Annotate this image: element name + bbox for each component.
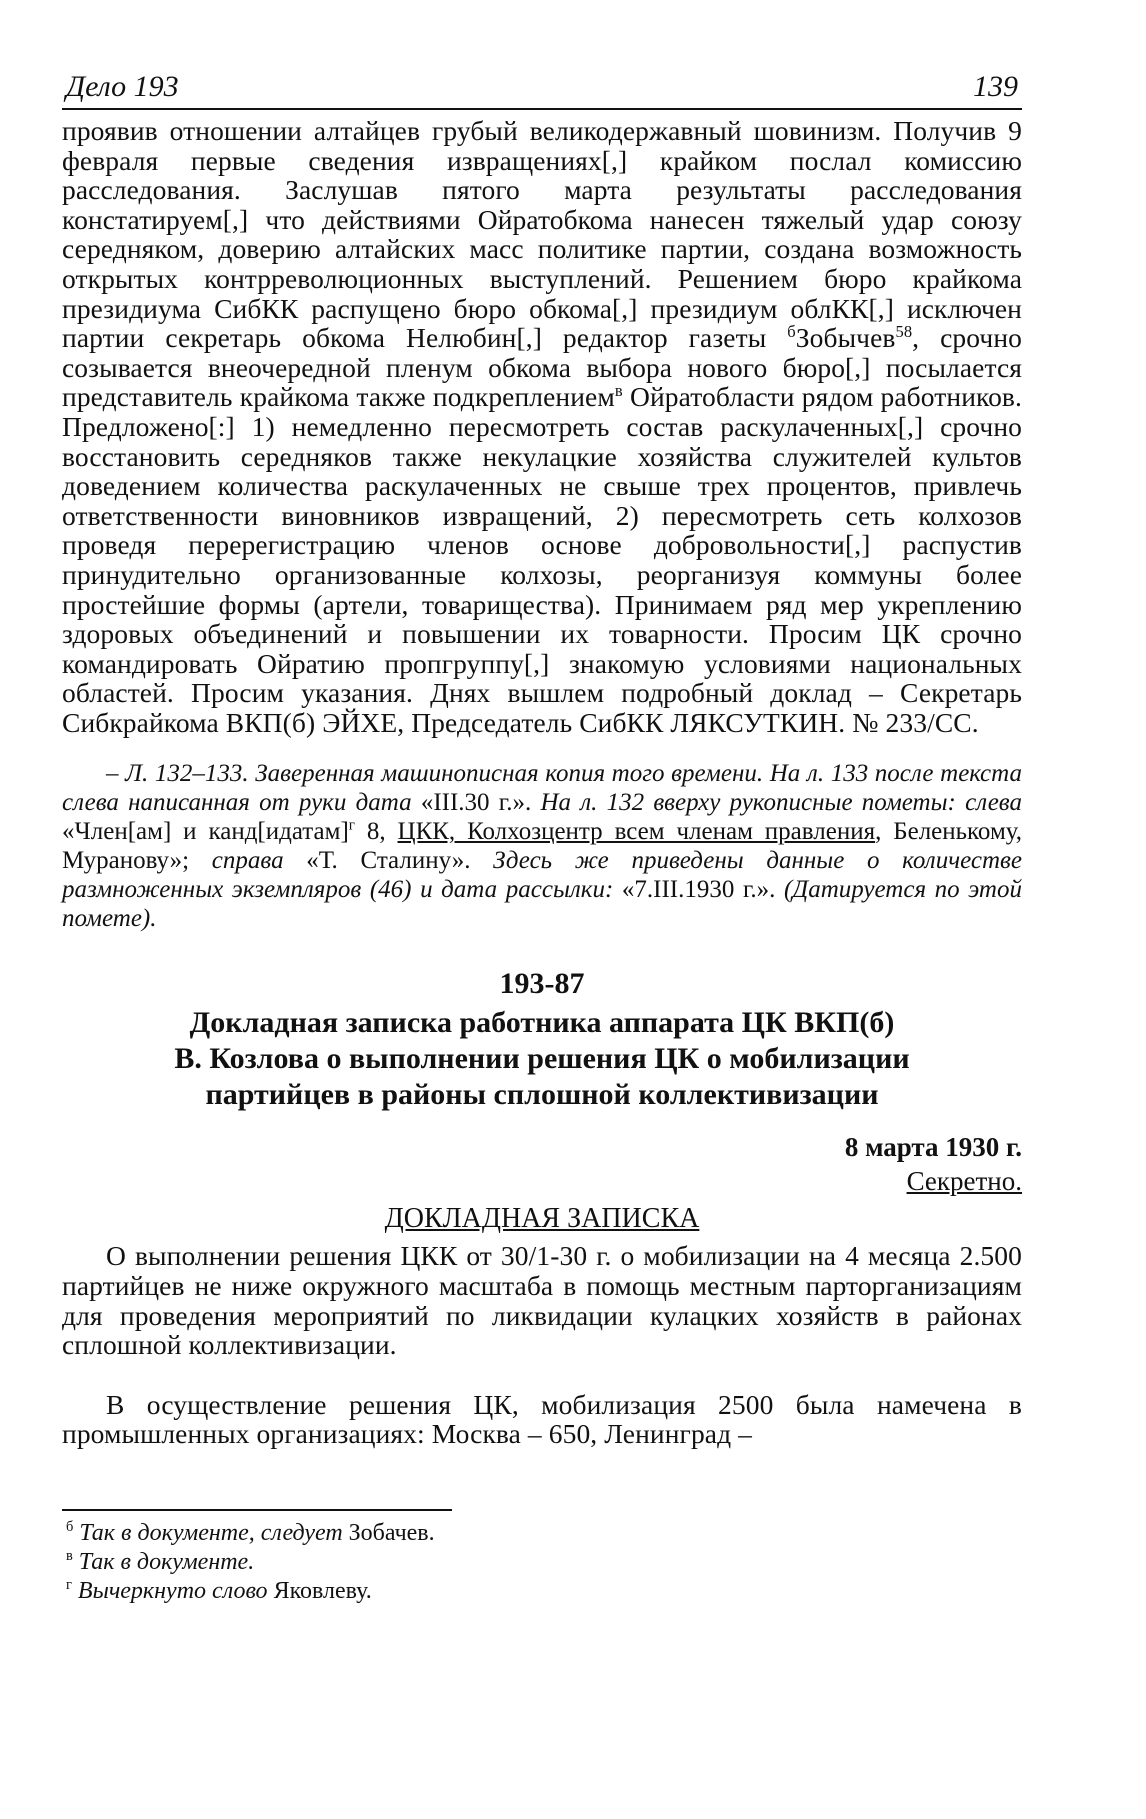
footnote-item: $^г$ Вычеркнуто слово Яковлеву. xyxy=(66,1577,372,1605)
footnote-ref-v: в xyxy=(614,381,623,401)
footnote-item: $^б$ Так в документе, следует Зобачев. xyxy=(66,1519,435,1547)
underlined-addressees: ЦКК, Колхозцентр всем членам правления xyxy=(397,818,876,846)
report-paragraph: В осуществление решения ЦК, мобилизация 2500 была намечена в промышленных организациях: Москва – 650, Ленинград – xyxy=(62,1388,1022,1450)
case-label: Дело 193 xyxy=(66,70,179,103)
continuation-paragraph: проявив отношении алтайцев грубый великодержавный шовинизм. Получив 9 февраля первые сведения извращениях[,] крайком послал комиссию расследования. Заслушав пятого марта результаты расследования констатируем[,] что действиями Ойратобкома нанесен тяжелый удар союзу середняком, доверию алтайских масс политике партии, создана возможность открытых контрреволюционных выступлений. Решением бюро крайкома президиума СибКК распущено бюро обкома[,] президиум облКК[,] исключен партии секретарь обкома Нелюбин[,] редактор газеты $^б$Зобычев$^{58}$, срочно созывается внеочередной пленум обкома выбора нового бюро[,] посылается представитель крайкома также подкреплением$^в$ Ойратобласти рядом работников. Предложено[:] 1) немедленно пересмотреть состав раскулаченных[,] срочно восстановить середняков также некулацкие хозяйства служителей культов доведением количества раскулаченных не свыше трех процентов, привлечь ответственности виновников извращений, 2) пересмотреть сеть колхозов проведя перерегистрацию членов основе добровольности[,] распустив принудительно организованные колхозы, реорганизуя коммуны более простейшие формы (артели, товарищества). Принимаем ряд мер укреплению здоровых объединений и повышении их товарности. Просим ЦК срочно командировать Ойратию пропгруппу[,] знакомую условиями национальных областей. Просим указания. Днях вышлем подробный доклад – Секретарь Сибкрайкома ВКП(б) ЭЙХЕ, Председатель СибКК ЛЯКСУТКИН. № 233/СС. xyxy=(62,115,1022,738)
running-head xyxy=(62,70,1022,110)
document-page xyxy=(62,70,1022,1606)
footnote-divider xyxy=(62,1509,452,1511)
report-body xyxy=(62,1241,1022,1449)
document-title xyxy=(62,1005,1022,1113)
footnote-item: $^в$ Так в документе. xyxy=(66,1548,255,1576)
archival-note: – Л. 132–133. Заверенная машинописная копия того времени. На л. 133 после текста слева написанная от руки дата «III.30 г.». На л. 132 вверху рукописные пометы: слева «Член[ам] и канд[идатам]$^г$ 8, ЦКК, Колхозцентр всем членам правления, Беленькому, Муранову»; справа «Т. Сталину». Здесь же приведены данные о количестве размноженных экземпляров (46) и дата рассылки: «7.III.1930 г.». (Датируется по этой помете). xyxy=(62,760,1023,933)
footnote-ref-g: г xyxy=(348,818,355,835)
footnote-ref-b: б xyxy=(787,322,796,341)
document-title-line: партийцев в районы сплошной коллективизации xyxy=(205,1078,879,1112)
document-date: 8 марта 1930 г. xyxy=(844,1132,1022,1163)
classification-mark: Секретно. xyxy=(906,1166,1022,1197)
report-paragraph: О выполнении решения ЦКК от 30/1-30 г. о мобилизации на 4 месяца 2.500 партийцев не ниже окружного масштаба в помощь местным парторганизациям для проведения мероприятий по ликвидации кулацких хозяйств в районах сплошной коллективизации. xyxy=(62,1240,1022,1361)
document-title-line: Докладная записка работника аппарата ЦК ВКП(б) xyxy=(189,1006,895,1040)
page-number: 139 xyxy=(973,70,1018,103)
footnotes xyxy=(62,1519,1022,1606)
document-heading: ДОКЛАДНАЯ ЗАПИСКА xyxy=(384,1203,700,1235)
endnote-ref-58: 58 xyxy=(895,322,913,341)
document-title-line: В. Козлова о выполнении решения ЦК о мобилизации xyxy=(174,1042,910,1076)
document-number: 193-87 xyxy=(499,967,585,1001)
telegram-continuation xyxy=(62,116,1022,737)
